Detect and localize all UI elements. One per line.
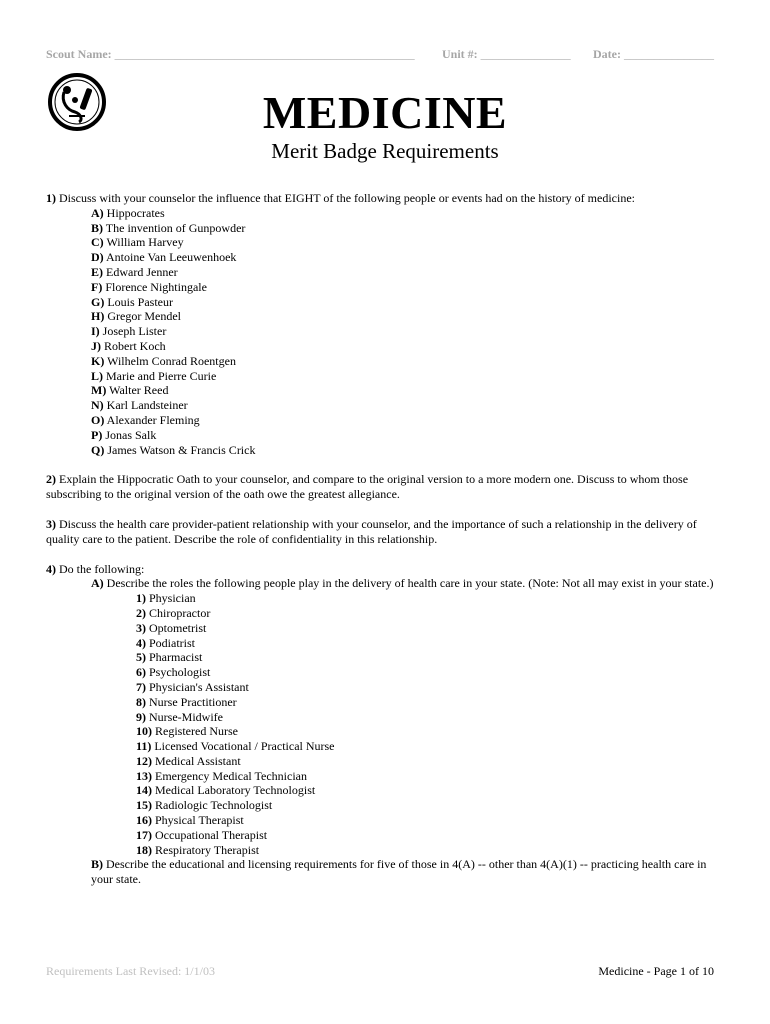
list-item-key: 1) [136, 591, 146, 606]
list-item-text: Optometrist [146, 620, 207, 635]
list-item-text: The invention of Gunpowder [103, 220, 246, 235]
list-item [46, 591, 730, 606]
requirement-2 [46, 472, 730, 502]
list-item-text: Physician [146, 591, 196, 606]
list-item-text: Physical Therapist [152, 813, 244, 828]
list-item-text: Radiologic Technologist [152, 798, 273, 813]
page-number: Medicine - Page 1 of 10 [598, 964, 714, 978]
list-item-key: 15) [136, 798, 152, 813]
list-item [46, 724, 730, 739]
list-item-key: F) [91, 279, 103, 294]
list-item-key: D) [91, 250, 104, 265]
list-item [46, 309, 730, 324]
list-item-text: Psychologist [146, 665, 211, 680]
list-item-key: 6) [136, 665, 146, 680]
date-line: _______________ [623, 47, 714, 61]
list-item-text: Nurse Practitioner [146, 694, 237, 709]
list-item [46, 665, 730, 680]
list-item-text: Louis Pasteur [104, 294, 174, 309]
list-item-key: M) [91, 383, 107, 398]
list-item-key: Q) [91, 442, 105, 457]
requirements-body [46, 191, 730, 887]
list-item-key: G) [91, 294, 105, 309]
list-item-text: Nurse-Midwife [146, 709, 223, 724]
requirement-4a [46, 576, 730, 591]
list-item-key: 8) [136, 694, 146, 709]
list-item [46, 250, 730, 265]
list-item-key: 10) [136, 724, 152, 739]
list-item-text: Wilhelm Conrad Roentgen [104, 353, 236, 368]
list-item-text: Marie and Pierre Curie [103, 368, 217, 383]
list-item [46, 828, 730, 843]
list-item [46, 221, 730, 236]
list-item-text: Hippocrates [103, 205, 165, 220]
list-item-key: 18) [136, 842, 152, 857]
list-item [46, 206, 730, 221]
list-item [46, 606, 730, 621]
list-item-key: 16) [136, 813, 152, 828]
list-item-key: 9) [136, 709, 146, 724]
list-item-key: E) [91, 264, 103, 279]
requirement-number: 3) [46, 516, 56, 531]
list-item [46, 398, 730, 413]
requirement-4b [46, 857, 730, 887]
scout-name-line: __________________________________________________ [114, 47, 415, 61]
list-item [46, 843, 730, 858]
list-item-key: O) [91, 412, 105, 427]
list-item-text: Edward Jenner [103, 264, 178, 279]
list-item [46, 280, 730, 295]
list-item-text: Respiratory Therapist [152, 842, 260, 857]
list-item [46, 428, 730, 443]
list-item-text: Walter Reed [106, 383, 169, 398]
list-item-text: Gregor Mendel [104, 309, 181, 324]
list-item [46, 739, 730, 754]
requirement-number: 1) [46, 191, 56, 205]
page-title: MEDICINE [262, 87, 508, 138]
list-item-key: 17) [136, 827, 152, 842]
list-item [46, 798, 730, 813]
list-item-key: N) [91, 398, 104, 413]
revision-note: Requirements Last Revised: 1/1/03 [46, 964, 215, 978]
list-item-key: 5) [136, 650, 146, 665]
list-item-key: J) [91, 338, 101, 353]
list-item-text: Emergency Medical Technician [152, 768, 307, 783]
unit-field [442, 47, 571, 62]
list-item-text: Chiropractor [146, 605, 211, 620]
list-item-text: Podiatrist [146, 635, 196, 650]
list-item [46, 710, 730, 725]
subrequirement-key: B) [91, 857, 103, 872]
list-item-key: 12) [136, 753, 152, 768]
list-item-key: A) [91, 205, 104, 220]
list-item [46, 650, 730, 665]
list-item-key: 14) [136, 783, 152, 798]
list-item-text: Alexander Fleming [104, 412, 200, 427]
unit-label: Unit #: [442, 47, 478, 61]
requirement-number: 4) [46, 561, 56, 576]
date-field [593, 47, 714, 62]
list-item-key: H) [91, 309, 105, 324]
list-item [46, 339, 730, 354]
list-item [46, 413, 730, 428]
list-item-text: Medical Laboratory Technologist [152, 783, 316, 798]
list-item-key: B) [91, 220, 103, 235]
list-item [46, 636, 730, 651]
list-item-key: K) [91, 353, 105, 368]
list-item [46, 695, 730, 710]
list-item-text: Physician's Assistant [146, 679, 249, 694]
list-item [46, 769, 730, 784]
requirement-text: Do the following: [56, 561, 145, 576]
list-item-text: Licensed Vocational / Practical Nurse [151, 739, 335, 754]
list-item-text: Pharmacist [146, 650, 203, 665]
list-item-key: C) [91, 235, 104, 250]
list-item [46, 235, 730, 250]
list-item [46, 680, 730, 695]
list-item-text: Karl Landsteiner [103, 398, 188, 413]
unit-line: _______________ [480, 47, 571, 61]
list-item [46, 754, 730, 769]
list-item-key: P) [91, 427, 103, 442]
list-item-text: James Watson & Francis Crick [104, 442, 256, 457]
list-item [46, 369, 730, 384]
list-item-key: 13) [136, 768, 152, 783]
scout-name-field [46, 47, 415, 62]
list-item [46, 783, 730, 798]
list-item-text: Robert Koch [101, 338, 166, 353]
scout-name-label: Scout Name: [46, 47, 112, 61]
subrequirement-key: A) [91, 576, 104, 591]
requirement-1 [46, 191, 730, 206]
requirement-text: Discuss the health care provider-patient relationship with your counselor, and the importance of such a relationship in the delivery of quality care to the patient. Describe the role of confidentiality in this relationship. [46, 516, 697, 546]
list-item [46, 383, 730, 398]
list-item-key: 2) [136, 605, 146, 620]
list-item-key: 4) [136, 635, 146, 650]
requirement-3 [46, 517, 730, 547]
requirement-number: 2) [46, 472, 56, 487]
subrequirement-text: Describe the educational and licensing requirements for five of those in 4(A) -- other than 4(A)(1) -- practicing health care in your state. [91, 857, 707, 887]
requirement-1-list [46, 206, 730, 458]
list-item-key: L) [91, 368, 103, 383]
list-item [46, 813, 730, 828]
list-item-key: 3) [136, 620, 146, 635]
list-item-text: Jonas Salk [102, 427, 157, 442]
list-item-key: 7) [136, 679, 146, 694]
list-item [46, 295, 730, 310]
list-item [46, 354, 730, 369]
list-item [46, 265, 730, 280]
page-subtitle: Merit Badge Requirements [271, 139, 499, 163]
list-item-key: I) [91, 324, 100, 339]
list-item-text: Antoine Van Leeuwenhoek [103, 250, 237, 265]
list-item-text: Joseph Lister [99, 324, 167, 339]
list-item [46, 621, 730, 636]
list-item-text: Registered Nurse [152, 724, 238, 739]
list-item-text: Medical Assistant [152, 753, 241, 768]
requirement-4 [46, 562, 730, 577]
list-item [46, 443, 730, 458]
requirement-4a-list [46, 591, 730, 857]
requirement-text: Explain the Hippocratic Oath to your counselor, and compare to the original version to a more modern one. Discuss to whom those subscribing to the original version of the oath owe the greatest allegiance. [46, 472, 689, 502]
list-item-text: Occupational Therapist [152, 827, 268, 842]
subrequirement-text: Describe the roles the following people play in the delivery of health care in your state. (Note: Not all may exist in your state.) [103, 576, 714, 591]
requirement-text: Discuss with your counselor the influence that EIGHT of the following people or events had on the history of medicine: [56, 191, 635, 205]
list-item-key: 11) [136, 739, 152, 754]
list-item-text: Florence Nightingale [102, 279, 207, 294]
list-item [46, 324, 730, 339]
list-item-text: William Harvey [103, 235, 184, 250]
date-label: Date: [593, 47, 621, 61]
